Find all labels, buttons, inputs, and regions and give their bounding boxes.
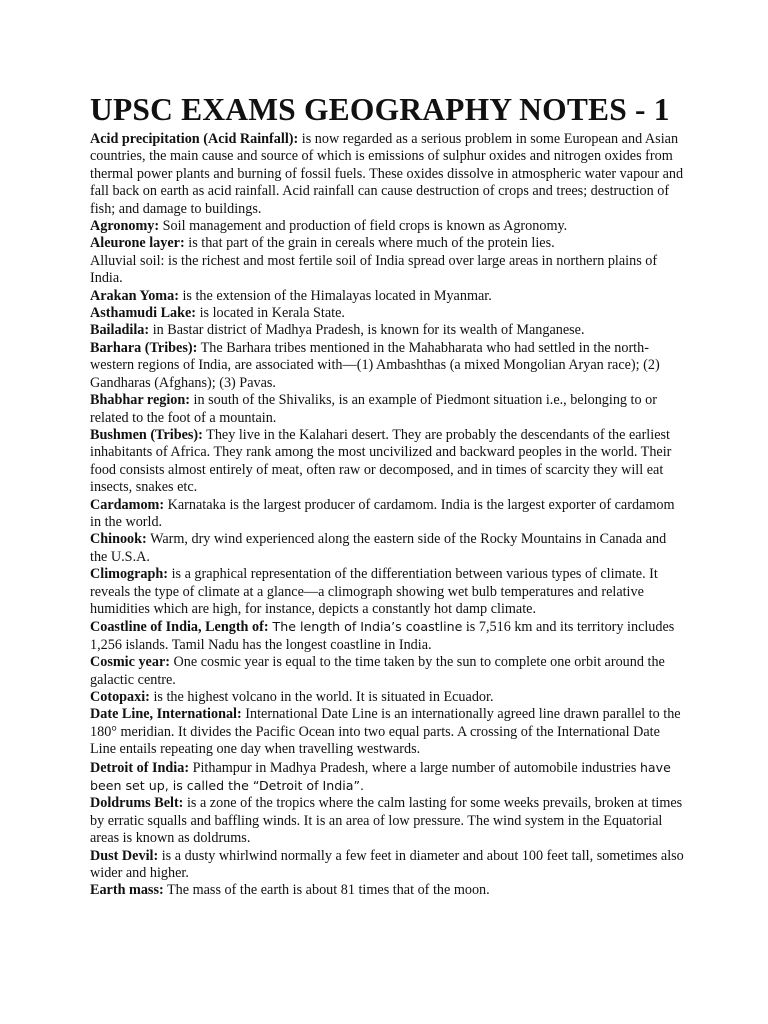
- glossary-term: Dust Devil:: [90, 847, 159, 864]
- glossary-entry: [90, 392, 686, 427]
- glossary-term: Barhara (Tribes):: [90, 339, 198, 356]
- glossary-entry: [90, 531, 686, 566]
- glossary-definition: is a zone of the tropics where the calm lasting for some weeks prevails, broken at times by erratic squalls and baffling winds. It is an area of low pressure. The wind system in the Equatorial areas is known as doldrums.: [90, 795, 683, 847]
- page-title: UPSC EXAMS GEOGRAPHY NOTES - 1: [90, 92, 670, 127]
- glossary-definition: is now regarded as a serious problem in some European and Asian countries, the main cause and source of which is emissions of sulphur oxides and nitrogen oxides from thermal power plants and burning of fossil fuels. These oxides dissolve in atmospheric water vapour and fall back on earth as acid rainfall. Acid rainfall can cause destruction of crops and trees; destruction of fish; and damage to buildings.: [90, 131, 684, 217]
- glossary-term: Asthamudi Lake:: [90, 305, 197, 322]
- glossary-list: [90, 131, 686, 900]
- glossary-term: Cotopaxi:: [90, 689, 150, 705]
- glossary-definition-alt: The length of India’s coastline: [268, 619, 463, 635]
- glossary-entry: [90, 689, 686, 706]
- glossary-definition: is that part of the grain in cereals where much of the protein lies.: [184, 235, 555, 252]
- glossary-term: Doldrums Belt:: [90, 795, 184, 812]
- glossary-entry: [90, 235, 686, 252]
- glossary-term: Climograph:: [90, 566, 169, 583]
- glossary-definition: is the highest volcano in the world. It is situated in Ecuador.: [149, 689, 494, 705]
- glossary-entry: [90, 848, 686, 883]
- glossary-definition: is located in Kerala State.: [196, 305, 345, 322]
- glossary-definition: Soil management and production of field crops is known as Agronomy.: [159, 218, 568, 235]
- glossary-term: Bailadila:: [90, 322, 150, 339]
- glossary-entry: [90, 288, 686, 305]
- glossary-definition: Pithampur in Madhya Pradesh, where a large number of automobile industries: [189, 759, 640, 776]
- glossary-term: Aleurone layer:: [90, 235, 185, 252]
- glossary-term: Earth mass:: [90, 882, 164, 899]
- glossary-entry: [90, 759, 686, 796]
- glossary-entry: [90, 618, 686, 654]
- glossary-term: Agronomy:: [90, 218, 160, 235]
- glossary-term: Coastline of India, Length of:: [90, 619, 269, 636]
- glossary-definition: is 7,516 km and its territory includes 1,256 islands. Tamil Nadu has the longest coastline in India.: [90, 619, 675, 653]
- glossary-term: Bushmen (Tribes):: [90, 426, 203, 443]
- glossary-entry: [90, 654, 686, 689]
- glossary-entry: [90, 706, 686, 758]
- glossary-entry: [90, 218, 686, 235]
- glossary-term: Cardamom:: [90, 496, 165, 513]
- glossary-entry: [90, 566, 686, 618]
- glossary-entry: [90, 131, 686, 218]
- glossary-definition: Alluvial soil: is the richest and most fertile soil of India spread over large areas in northern plains of India.: [90, 252, 658, 287]
- glossary-term: Chinook:: [90, 531, 147, 548]
- glossary-definition: The mass of the earth is about 81 times that of the moon.: [163, 882, 490, 899]
- glossary-definition: They live in the Kalahari desert. They are probably the descendants of the earliest inhabitants of Africa. They rank among the most uncivilized and backward peoples in the world. Their food consists almost entirely of meat, often raw or decomposed, and in times of scarcity they will eat insects, snakes etc.: [90, 426, 672, 496]
- glossary-definition: is the extension of the Himalayas located in Myanmar.: [178, 287, 492, 304]
- glossary-definition: in Bastar district of Madhya Pradesh, is known for its wealth of Manganese.: [149, 322, 585, 339]
- glossary-term: Bhabhar region:: [90, 392, 190, 409]
- glossary-entry: [90, 340, 686, 392]
- glossary-entry: [90, 795, 686, 847]
- glossary-entry: [90, 427, 686, 497]
- glossary-definition: is a graphical representation of the differentiation between various types of climate. It reveals the type of climate at a glance—a climograph showing wet bulb temperatures and relative humidities which are high, for instance, depicts a constantly hot damp climate.: [90, 566, 658, 617]
- document-page: [90, 92, 686, 900]
- glossary-entry: [90, 305, 686, 322]
- glossary-definition: Karnataka is the largest producer of cardamom. India is the largest exporter of cardamom in the world.: [90, 496, 675, 530]
- glossary-definition: One cosmic year is equal to the time taken by the sun to complete one orbit around the galactic centre.: [90, 654, 665, 688]
- glossary-entry: [90, 322, 686, 339]
- glossary-term: Cosmic year:: [90, 654, 170, 671]
- glossary-definition: is a dusty whirlwind normally a few feet in diameter and about 100 feet tall, sometimes also wider and higher.: [90, 847, 684, 882]
- glossary-term: Acid precipitation (Acid Rainfall):: [90, 131, 299, 147]
- glossary-definition: The Barhara tribes mentioned in the Mahabharata who had settled in the north-western regions of India, are associated with—(1) Ambashthas (a mixed Mongolian Aryan race); (2) Gandharas (Afghans); (3) Pavas.: [90, 339, 660, 391]
- glossary-definition: Warm, dry wind experienced along the eastern side of the Rocky Mountains in Canada and the U.S.A.: [90, 531, 667, 565]
- glossary-term: Detroit of India:: [90, 759, 190, 776]
- glossary-definition: International Date Line is an internationally agreed line drawn parallel to the 180° meridian. It divides the Pacific Ocean into two equal parts. A crossing of the International Date Line entails repeating one day when travelling westwards.: [90, 706, 681, 758]
- glossary-term: Arakan Yoma:: [90, 287, 179, 304]
- glossary-entry: [90, 882, 686, 899]
- glossary-entry: [90, 253, 686, 288]
- glossary-entry: [90, 497, 686, 532]
- glossary-term: Date Line, International:: [90, 706, 242, 723]
- glossary-definition-alt: have been set up, is called the “Detroit of India”.: [90, 759, 671, 794]
- glossary-definition: in south of the Shivaliks, is an example of Piedmont situation i.e., belonging to or related to the foot of a mountain.: [90, 392, 657, 426]
